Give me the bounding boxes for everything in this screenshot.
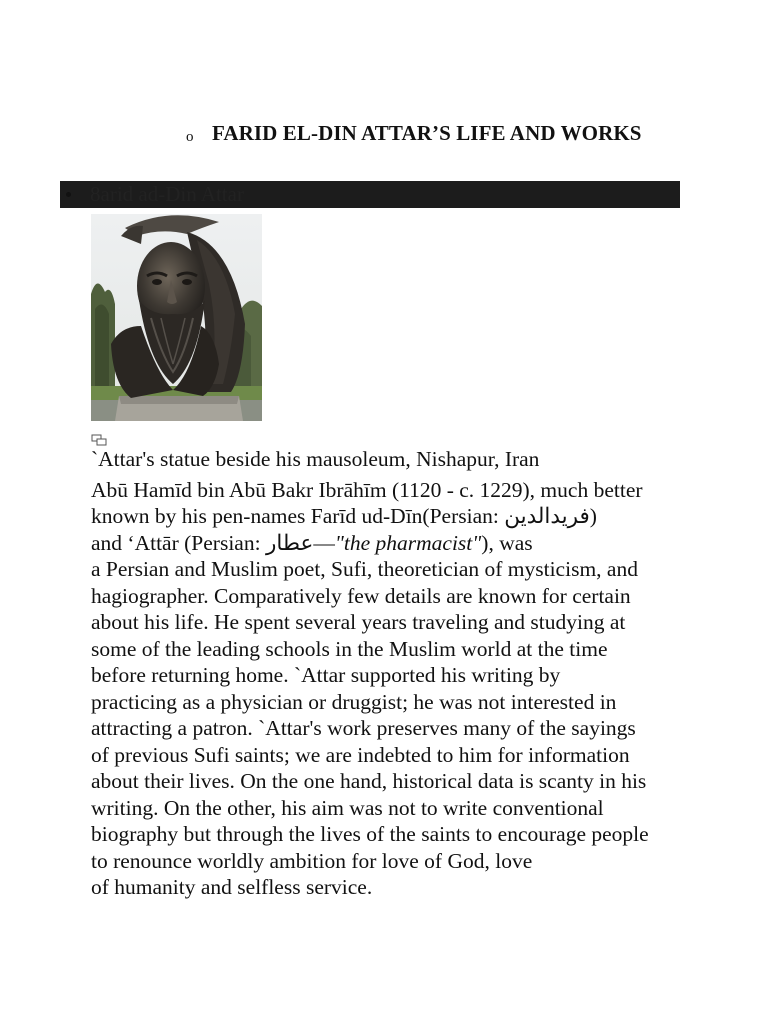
persian-name-text: عطار [265,530,314,555]
body-text-segment: — [313,530,335,555]
body-line: Abū Hamīd bin Abū Bakr Ibrāhīm (1120 - c. 1229), much better [91,477,643,502]
body-line: biography but through the lives of the saints to encourage people [91,822,649,846]
body-line [91,503,691,530]
body-text-segment: and ‘Attār (Persian: [91,530,266,555]
body-text-segment: ), was [481,530,533,555]
body-line: hagiographer. Comparatively few details are known for certain [91,583,631,608]
title-bar-text: 8arid ad-Din Attar [90,182,244,206]
translation-text: "the pharmacist" [334,530,482,555]
body-line: to renounce worldly ambition for love of God, love [91,848,533,873]
section-heading [186,118,706,152]
body-line: before returning home. `Attar supported his writing by [91,663,561,687]
title-bar [60,181,680,208]
body-line: a Persian and Muslim poet, Sufi, theoretician of mysticism, and [91,557,638,581]
body-line: writing. On the other, his aim was not to write conventional [91,795,604,820]
body-line: of humanity and selfless service. [91,875,373,899]
article-body [91,446,691,901]
heading-title: FARID EL-DIN ATTAR’S LIFE AND WORKS [212,121,642,145]
body-line: attracting a patron. `Attar's work preserves many of the sayings [91,716,636,740]
body-line: about their lives. On the one hand, historical data is scanty in his [91,769,647,793]
persian-name-text: فریدالدین [504,504,590,528]
body-line: some of the leading schools in the Muslim world at the time [91,636,608,661]
heading-bullet: o [186,129,194,145]
statue-photo [91,214,262,421]
photo-caption: `Attar's statue beside his mausoleum, Nishapur, Iran [91,447,540,471]
bullet-dot-icon [66,192,71,197]
body-line [91,530,691,557]
body-line: about his life. He spent several years traveling and studying at [91,610,626,634]
body-line: practicing as a physician or druggist; he was not interested in [91,689,617,714]
body-line: of previous Sufi saints; we are indebted to him for information [91,742,630,767]
body-text-segment: ) [589,504,597,528]
body-text-segment: known by his pen-names Farīd ud-Dīn(Persian: [91,504,505,528]
